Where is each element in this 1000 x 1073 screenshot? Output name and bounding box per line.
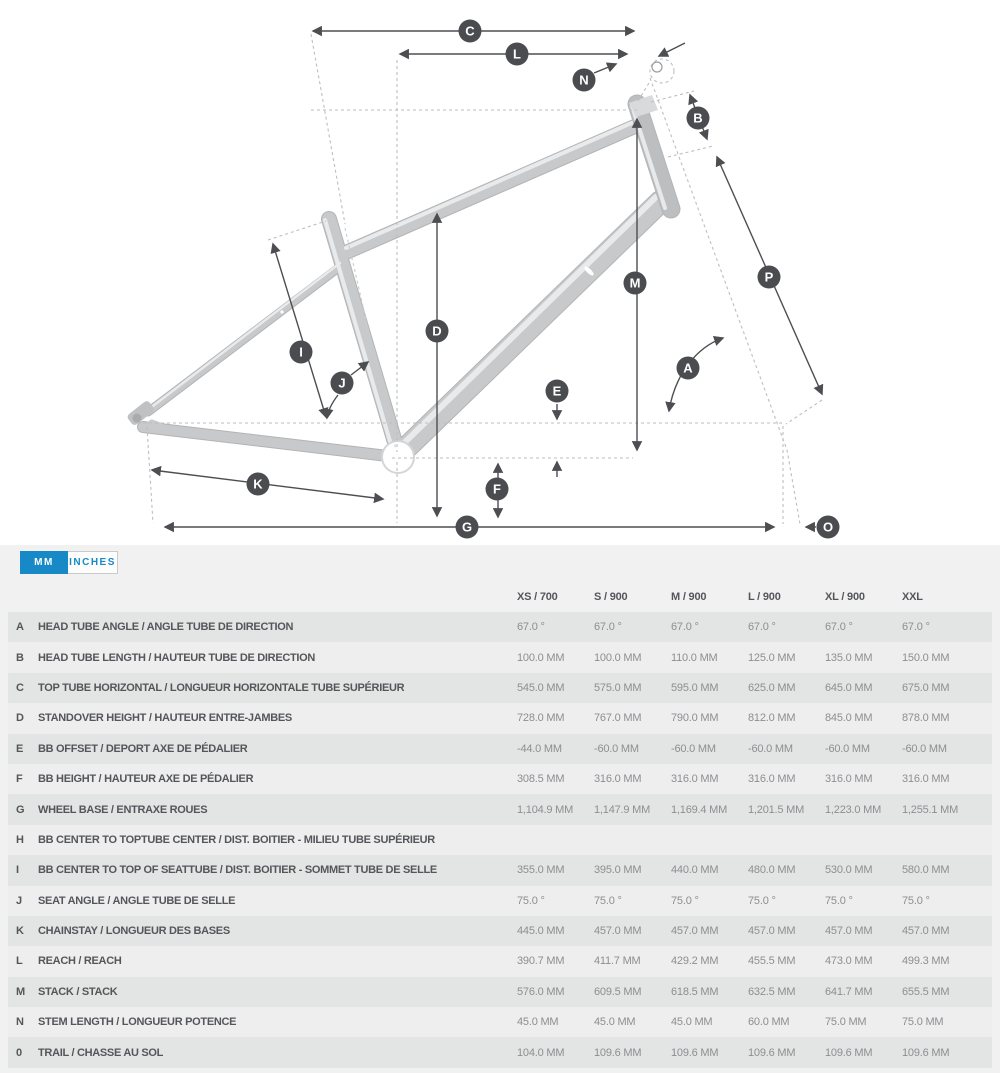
row-value: 100.0 MM: [594, 651, 642, 664]
dimension-arrows: [152, 31, 822, 527]
dim-label-i: [290, 341, 313, 364]
row-value: 75.0 MM: [825, 1016, 867, 1029]
dim-label-e: [546, 380, 569, 403]
row-value: 790.0 MM: [671, 712, 719, 725]
row-value: 150.0 MM: [902, 651, 950, 664]
geometry-table-body: [8, 612, 992, 1068]
row-label: HEAD TUBE LENGTH / HAUTEUR TUBE DE DIRECTION: [38, 651, 316, 664]
row-value: 878.0 MM: [902, 712, 950, 725]
row-value: 316.0 MM: [748, 773, 796, 786]
row-value: 75.0 °: [517, 894, 545, 907]
row-value: 473.0 MM: [825, 955, 873, 968]
svg-text:L: L: [513, 46, 521, 62]
row-value: 316.0 MM: [902, 773, 950, 786]
row-value: 390.7 MM: [517, 955, 565, 968]
row-value: 440.0 MM: [671, 864, 719, 877]
row-value: 595.0 MM: [671, 681, 719, 694]
row-value: 60.0 MM: [748, 1016, 790, 1029]
row-label: BB CENTER TO TOPTUBE CENTER / DIST. BOITIER - MILIEU TUBE SUPÉRIEUR: [38, 833, 435, 846]
size-header-s: S / 900: [594, 591, 628, 603]
row-value: 316.0 MM: [671, 773, 719, 786]
table-row: [8, 855, 992, 885]
row-value: 1,223.0 MM: [825, 803, 882, 816]
table-row: [8, 1037, 992, 1067]
svg-text:C: C: [465, 23, 475, 39]
row-value: -44.0 MM: [517, 742, 562, 755]
row-letter: A: [16, 621, 24, 634]
dim-label-m: [624, 272, 647, 295]
row-value: 609.5 MM: [594, 985, 642, 998]
row-value: 1,255.1 MM: [902, 803, 959, 816]
row-value: 576.0 MM: [517, 985, 565, 998]
row-letter: G: [16, 803, 25, 816]
row-value: 457.0 MM: [594, 925, 642, 938]
row-letter: I: [16, 864, 20, 877]
row-value: 45.0 MM: [517, 1016, 559, 1029]
row-value: 457.0 MM: [671, 925, 719, 938]
svg-text:O: O: [822, 519, 834, 535]
dim-label-b: [687, 107, 710, 130]
row-label: SEAT ANGLE / ANGLE TUBE DE SELLE: [38, 894, 236, 907]
row-value: 109.6 MM: [902, 1046, 950, 1059]
row-letter: H: [16, 833, 24, 846]
row-value: 109.6 MM: [825, 1046, 873, 1059]
row-value: 1,169.4 MM: [671, 803, 728, 816]
table-row: [8, 825, 992, 855]
row-value: 67.0 °: [594, 621, 622, 634]
row-value: 445.0 MM: [517, 925, 565, 938]
row-value: 645.0 MM: [825, 681, 873, 694]
row-value: 767.0 MM: [594, 712, 642, 725]
construction-guides: [143, 34, 822, 524]
row-value: -60.0 MM: [748, 742, 793, 755]
table-row: [8, 886, 992, 916]
row-letter: M: [16, 985, 26, 998]
table-row: [8, 703, 992, 733]
row-label: STEM LENGTH / LONGUEUR POTENCE: [38, 1016, 237, 1029]
row-value: 135.0 MM: [825, 651, 873, 664]
svg-text:D: D: [432, 323, 442, 339]
row-letter: J: [16, 894, 23, 907]
row-value: 675.0 MM: [902, 681, 950, 694]
size-header-xxl: XXL: [902, 591, 923, 603]
dim-label-k: [247, 473, 270, 496]
row-label: BB HEIGHT / HAUTEUR AXE DE PÉDALIER: [38, 773, 254, 786]
mm-toggle-button[interactable]: MM: [20, 551, 68, 574]
dim-label-o: [817, 516, 840, 539]
dim-label-g: [456, 516, 479, 539]
row-letter: N: [16, 1016, 24, 1029]
svg-text:F: F: [493, 481, 501, 497]
row-value: 104.0 MM: [517, 1046, 565, 1059]
svg-text:P: P: [764, 269, 774, 285]
row-value: 457.0 MM: [748, 925, 796, 938]
row-value: 575.0 MM: [594, 681, 642, 694]
dim-label-f: [486, 478, 509, 501]
row-letter: F: [16, 773, 23, 786]
row-value: 625.0 MM: [748, 681, 796, 694]
row-letter: L: [16, 955, 23, 968]
svg-text:E: E: [552, 383, 562, 399]
row-label: TOP TUBE HORIZONTAL / LONGUEUR HORIZONTALE TUBE SUPÉRIEUR: [38, 681, 405, 694]
row-value: 618.5 MM: [671, 985, 719, 998]
units-toggle: [20, 551, 118, 574]
size-header-l: L / 900: [748, 591, 781, 603]
row-value: 67.0 °: [902, 621, 930, 634]
svg-text:B: B: [693, 110, 703, 126]
row-value: 355.0 MM: [517, 864, 565, 877]
row-letter: C: [16, 681, 24, 694]
row-value: 457.0 MM: [902, 925, 950, 938]
row-label: HEAD TUBE ANGLE / ANGLE TUBE DE DIRECTION: [38, 621, 294, 634]
svg-text:A: A: [683, 360, 693, 376]
row-value: 457.0 MM: [825, 925, 873, 938]
row-label: BB OFFSET / DEPORT AXE DE PÉDALIER: [38, 742, 248, 755]
row-value: -60.0 MM: [902, 742, 947, 755]
row-value: 728.0 MM: [517, 712, 565, 725]
row-letter: B: [16, 651, 24, 664]
table-row: [8, 1007, 992, 1037]
row-value: 1,201.5 MM: [748, 803, 805, 816]
row-value: 429.2 MM: [671, 955, 719, 968]
table-row: [8, 977, 992, 1007]
size-header-row: [8, 586, 992, 608]
row-value: 75.0 °: [902, 894, 930, 907]
table-row: [8, 794, 992, 824]
size-header-xl: XL / 900: [825, 591, 865, 603]
row-value: 455.5 MM: [748, 955, 796, 968]
row-value: 580.0 MM: [902, 864, 950, 877]
dim-label-p: [758, 266, 781, 289]
row-letter: K: [16, 925, 24, 938]
row-value: 316.0 MM: [594, 773, 642, 786]
svg-text:N: N: [579, 72, 589, 88]
bike-frame-drawing: [126, 95, 671, 473]
row-value: 75.0 °: [748, 894, 776, 907]
row-value: 75.0 °: [671, 894, 699, 907]
row-value: -60.0 MM: [671, 742, 716, 755]
row-value: -60.0 MM: [825, 742, 870, 755]
row-value: 67.0 °: [671, 621, 699, 634]
dim-label-d: [426, 320, 449, 343]
row-value: 395.0 MM: [594, 864, 642, 877]
row-value: 812.0 MM: [748, 712, 796, 725]
table-row: [8, 764, 992, 794]
row-value: 411.7 MM: [594, 955, 641, 968]
row-value: 480.0 MM: [748, 864, 796, 877]
row-value: 109.6 MM: [671, 1046, 719, 1059]
table-row: [8, 642, 992, 672]
row-value: 67.0 °: [825, 621, 853, 634]
row-label: TRAIL / CHASSE AU SOL: [38, 1046, 164, 1059]
row-value: 530.0 MM: [825, 864, 873, 877]
row-value: 125.0 MM: [748, 651, 796, 664]
row-value: 110.0 MM: [671, 651, 718, 664]
svg-text:I: I: [299, 344, 303, 360]
dim-label-l: [506, 43, 529, 66]
dim-label-a: [677, 357, 700, 380]
svg-text:J: J: [338, 375, 346, 391]
row-label: BB CENTER TO TOP OF SEATTUBE / DIST. BOITIER - SOMMET TUBE DE SELLE: [38, 864, 437, 877]
row-label: STACK / STACK: [38, 985, 118, 998]
svg-text:G: G: [461, 519, 473, 535]
row-value: 75.0 °: [594, 894, 622, 907]
row-value: 100.0 MM: [517, 651, 565, 664]
row-letter: E: [16, 742, 24, 755]
row-value: 45.0 MM: [594, 1016, 636, 1029]
row-value: 308.5 MM: [517, 773, 565, 786]
row-value: 109.6 MM: [748, 1046, 796, 1059]
row-value: 641.7 MM: [825, 985, 873, 998]
row-label: REACH / REACH: [38, 955, 122, 968]
size-header-m: M / 900: [671, 591, 707, 603]
table-row: [8, 673, 992, 703]
row-value: 499.3 MM: [902, 955, 950, 968]
size-header-xs: XS / 700: [517, 591, 558, 603]
row-value: 545.0 MM: [517, 681, 565, 694]
row-value: 1,104.9 MM: [517, 803, 574, 816]
row-value: 632.5 MM: [748, 985, 796, 998]
row-value: 45.0 MM: [671, 1016, 713, 1029]
row-value: 109.6 MM: [594, 1046, 642, 1059]
table-row: [8, 916, 992, 946]
row-letter: 0: [16, 1046, 23, 1059]
table-row: [8, 612, 992, 642]
row-value: 75.0 MM: [902, 1016, 944, 1029]
row-letter: D: [16, 712, 24, 725]
row-value: -60.0 MM: [594, 742, 639, 755]
row-value: 1,147.9 MM: [594, 803, 651, 816]
row-value: 316.0 MM: [825, 773, 873, 786]
dim-label-n: [573, 69, 596, 92]
inches-toggle-button[interactable]: INCHES: [68, 551, 118, 574]
geometry-table-section: [0, 545, 1000, 1073]
row-value: 67.0 °: [517, 621, 545, 634]
svg-text:M: M: [629, 275, 641, 291]
row-label: WHEEL BASE / ENTRAXE ROUES: [38, 803, 208, 816]
dim-label-c: [459, 20, 482, 43]
table-row: [8, 946, 992, 976]
row-value: 67.0 °: [748, 621, 776, 634]
row-label: CHAINSTAY / LONGUEUR DES BASES: [38, 925, 230, 938]
row-value: 845.0 MM: [825, 712, 873, 725]
table-row: [8, 734, 992, 764]
row-value: 655.5 MM: [902, 985, 950, 998]
dim-label-j: [331, 372, 354, 395]
row-label: STANDOVER HEIGHT / HAUTEUR ENTRE-JAMBES: [38, 712, 292, 725]
row-value: 75.0 °: [825, 894, 853, 907]
svg-text:K: K: [253, 476, 263, 492]
